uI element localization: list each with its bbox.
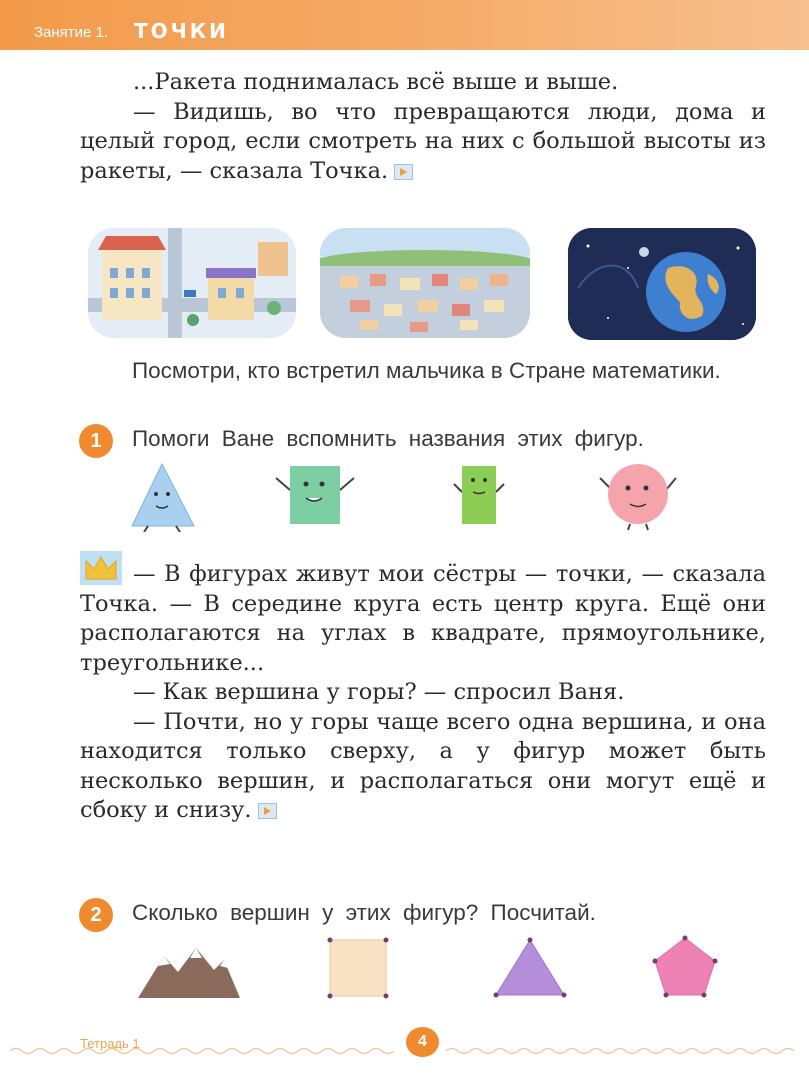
story-dialog <box>80 560 766 826</box>
story2-paragraph-3: — Почти, но у горы чаще всего одна вершина, и она находится только сверху, а у фигур может быть несколько вершин, и располагаться они могут ещё и сбоку и снизу. <box>80 708 766 823</box>
earth-space-illustration <box>568 228 756 340</box>
story-paragraph-2: — Видишь, во что превращаются люди, дома и целый город, если смотреть на них с большой высоты из ракеты, — сказала Точка. <box>80 98 766 184</box>
story-line-1: ...Ракета поднималась всё выше и выше. <box>133 69 619 95</box>
lesson-title: ТОЧКИ <box>134 19 229 43</box>
city-close-illustration <box>88 228 296 338</box>
rectangle-character <box>452 462 506 532</box>
task-1-number: 1 <box>79 424 113 458</box>
footer-wave <box>10 1046 800 1056</box>
audio-arrow-icon <box>394 164 413 180</box>
story2-paragraph-1: — В фигурах живут мои сёстры — точки, — сказала Точка. — В середине круга есть центр круга. Ещё они располагаются на углах в квадрате, прямоугольнике, треугольнике... <box>80 561 766 676</box>
triangle-character <box>128 460 208 532</box>
story2-paragraph-2: — Как вершина у горы? — спросил Ваня. <box>133 679 625 705</box>
square-vertices-figure <box>324 935 392 1001</box>
page-number: 4 <box>406 1027 439 1057</box>
task-2-number: 2 <box>79 898 113 932</box>
triangle-vertices-figure <box>490 935 570 1001</box>
mountain-picture <box>136 942 242 1000</box>
city-close-drawing <box>88 228 296 338</box>
city-high-drawing <box>320 228 530 338</box>
square-character <box>272 462 358 532</box>
lesson-label: Занятие 1. <box>34 24 109 41</box>
task-1-text: Помоги Ване вспомнить названия этих фигур. <box>132 426 644 451</box>
page-header <box>0 0 809 50</box>
pentagon-vertices-figure <box>650 933 720 1001</box>
task-2-text: Сколько вершин у этих фигур? Посчитай. <box>132 900 596 925</box>
city-high-illustration <box>320 228 530 338</box>
look-text: Посмотри, кто встретил мальчика в Стране математики. <box>132 358 721 383</box>
circle-character <box>596 458 680 532</box>
story-intro <box>80 68 766 186</box>
audio-arrow-icon <box>258 803 277 819</box>
earth-space-drawing <box>568 228 756 340</box>
workbook-label: Тетрадь 1 <box>80 1036 140 1051</box>
